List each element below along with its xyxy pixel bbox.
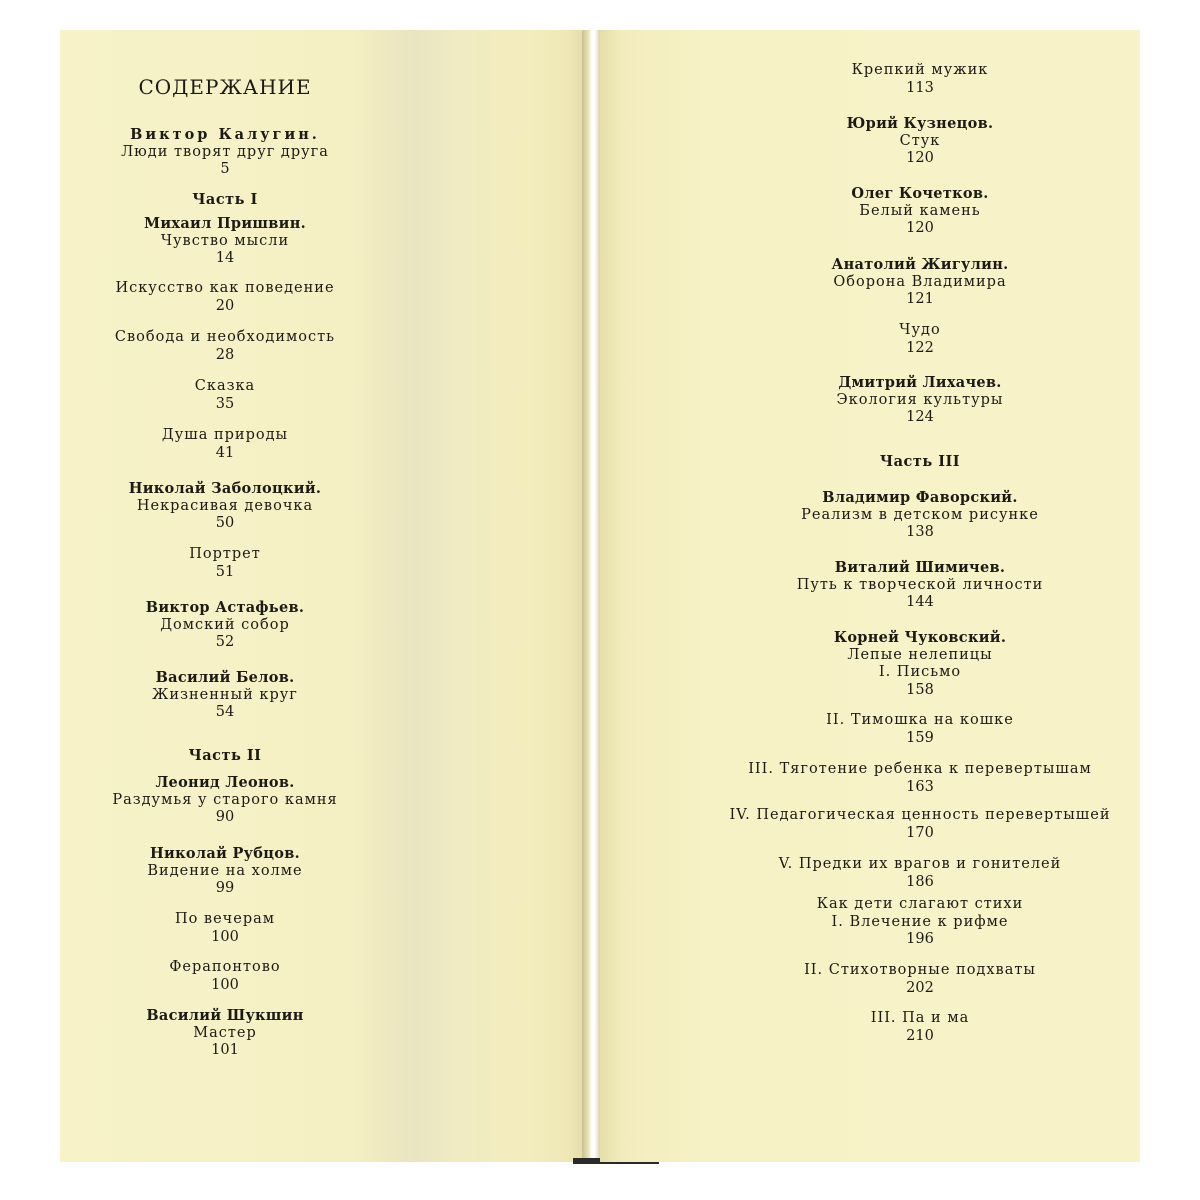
contents-heading: СОДЕРЖАНИЕ [138, 75, 312, 99]
entry-title: Домский собор [160, 616, 290, 633]
entry-page: 120 [906, 150, 934, 166]
entry-title: Искусство как поведение [115, 280, 335, 296]
part-label: Часть I [192, 191, 258, 208]
entry-title: Портрет [189, 546, 261, 562]
entry-page: 100 [211, 928, 239, 945]
entry-page: 90 [215, 809, 235, 825]
toc-entry [600, 374, 1200, 427]
entry-title: По вечерам [174, 911, 276, 927]
entry-title: Душа природы [161, 427, 289, 443]
entry-page: 159 [906, 729, 934, 746]
entry-title: III. Тяготение ребенка к перевертышам [748, 761, 1092, 777]
entry-title: II. Стихотворные подхваты [804, 962, 1036, 978]
toc-entry [60, 280, 390, 315]
entry-page: 121 [906, 291, 934, 307]
toc-entry [60, 215, 390, 268]
entry-page: 100 [211, 976, 239, 993]
entry-page: 14 [215, 250, 235, 266]
toc-entry [60, 911, 390, 946]
entry-title: Путь к творческой личности [796, 576, 1044, 593]
part-one-heading [60, 191, 390, 209]
entry-page: 122 [906, 339, 934, 356]
entry-title: Некрасивая девочка [136, 497, 314, 514]
toc-entry [60, 599, 390, 652]
toc-entry [600, 1010, 1200, 1045]
entry-title: Чувство мысли [160, 232, 290, 249]
entry-author: Виталий Шимичев. [834, 559, 1006, 576]
entry-author: Василий Шукшин [146, 1007, 304, 1024]
entry-author: Виктор Астафьев. [145, 599, 305, 616]
entry-page: 99 [215, 880, 235, 896]
entry-subtitle: I. Влечение к рифме [831, 913, 1009, 930]
toc-entry [60, 669, 390, 722]
entry-page: 54 [215, 704, 235, 720]
entry-title: Мастер [193, 1024, 257, 1041]
entry-page: 124 [906, 409, 934, 425]
entry-page: 35 [215, 395, 235, 412]
entry-title: Сказка [194, 378, 256, 394]
toc-entry [60, 378, 390, 413]
entry-title: Оборона Владимира [833, 273, 1007, 290]
part-three-heading [600, 453, 1200, 471]
entry-title: Свобода и необходимость [114, 329, 336, 345]
entry-page: 101 [211, 1042, 239, 1058]
entry-page: 28 [215, 346, 235, 363]
left-page [60, 30, 582, 1162]
toc-entry [600, 856, 1200, 891]
entry-subtitle: I. Письмо [878, 664, 962, 680]
toc-entry [60, 845, 390, 898]
entry-page: 210 [906, 1027, 934, 1044]
entry-author: Николай Рубцов. [150, 845, 300, 862]
entry-title: III. Па и ма [870, 1010, 970, 1026]
toc-entry [60, 427, 390, 462]
part-label: Часть II [188, 747, 262, 764]
entry-page: 170 [906, 824, 934, 841]
toc-entry [600, 962, 1200, 997]
entry-title: Экология культуры [836, 391, 1004, 408]
entry-title: Реализм в детском рисунке [801, 506, 1039, 523]
toc-entry-intro [60, 126, 390, 179]
entry-author: Леонид Леонов. [155, 774, 295, 791]
entry-title: Раздумья у старого камня [112, 791, 338, 808]
entry-author: Василий Белов. [155, 669, 295, 686]
entry-page: 50 [215, 515, 235, 531]
entry-title: II. Тимошка на кошке [826, 712, 1014, 728]
toc-entry [600, 256, 1200, 309]
entry-author: Михаил Пришвин. [143, 215, 307, 232]
toc-entry [600, 559, 1200, 612]
toc-entry [600, 115, 1200, 168]
book-spread [60, 30, 1140, 1162]
entry-title: Видение на холме [147, 862, 303, 879]
toc-entry [60, 774, 390, 827]
entry-author: Юрий Кузнецов. [846, 115, 994, 132]
entry-title: Жизненный круг [152, 686, 298, 703]
toc-entry [60, 959, 390, 994]
entry-author: Корней Чуковский. [833, 629, 1007, 646]
part-label: Часть III [879, 453, 961, 470]
entry-page: 138 [906, 524, 934, 540]
entry-title: Люди творят друг друга [121, 143, 329, 160]
entry-author: Дмитрий Лихачев. [838, 374, 1002, 391]
toc-entry [600, 489, 1200, 542]
entry-title: Чудо [899, 322, 941, 338]
toc-entry [60, 1007, 390, 1060]
toc-entry [600, 62, 1200, 97]
entry-title: Стук [899, 132, 941, 149]
entry-author: Анатолий Жигулин. [831, 256, 1009, 273]
toc-entry [600, 629, 1200, 699]
entry-title: Как дети слагают стихи [816, 896, 1024, 912]
toc-entry [60, 480, 390, 533]
entry-author: Владимир Фаворский. [822, 489, 1018, 506]
entry-page: 120 [906, 220, 934, 236]
entry-page: 158 [906, 681, 934, 698]
entry-page: 202 [906, 979, 934, 996]
entry-title: V. Предки их врагов и гонителей [778, 856, 1062, 872]
entry-page: 41 [215, 444, 235, 461]
entry-author: Николай Заболоцкий. [128, 480, 322, 497]
entry-page: 5 [220, 161, 230, 177]
entry-author: Олег Кочетков. [851, 185, 989, 202]
toc-entry [60, 546, 390, 581]
entry-page: 113 [906, 79, 934, 96]
entry-page: 144 [906, 594, 934, 610]
entry-title: Крепкий мужик [851, 62, 989, 78]
entry-page: 20 [215, 297, 235, 314]
entry-title: Ферапонтово [169, 959, 281, 975]
toc-entry [600, 761, 1200, 796]
part-two-heading [60, 747, 390, 765]
entry-page: 196 [906, 931, 934, 947]
right-page [600, 30, 1140, 1162]
entry-title: IV. Педагогическая ценность перевертышей [729, 807, 1111, 823]
toc-entry [60, 329, 390, 364]
book-gutter [582, 30, 600, 1162]
entry-title: Белый камень [859, 202, 981, 219]
toc-entry [600, 896, 1200, 949]
entry-page: 186 [906, 873, 934, 890]
toc-entry [600, 807, 1200, 842]
entry-page: 163 [906, 778, 934, 795]
toc-entry [600, 712, 1200, 747]
entry-page: 52 [215, 634, 235, 650]
toc-entry [600, 185, 1200, 238]
entry-author: Виктор Калугин. [130, 126, 320, 143]
toc-entry [600, 322, 1200, 357]
entry-title: Лепые нелепицы [847, 646, 993, 663]
entry-page: 51 [215, 563, 235, 580]
